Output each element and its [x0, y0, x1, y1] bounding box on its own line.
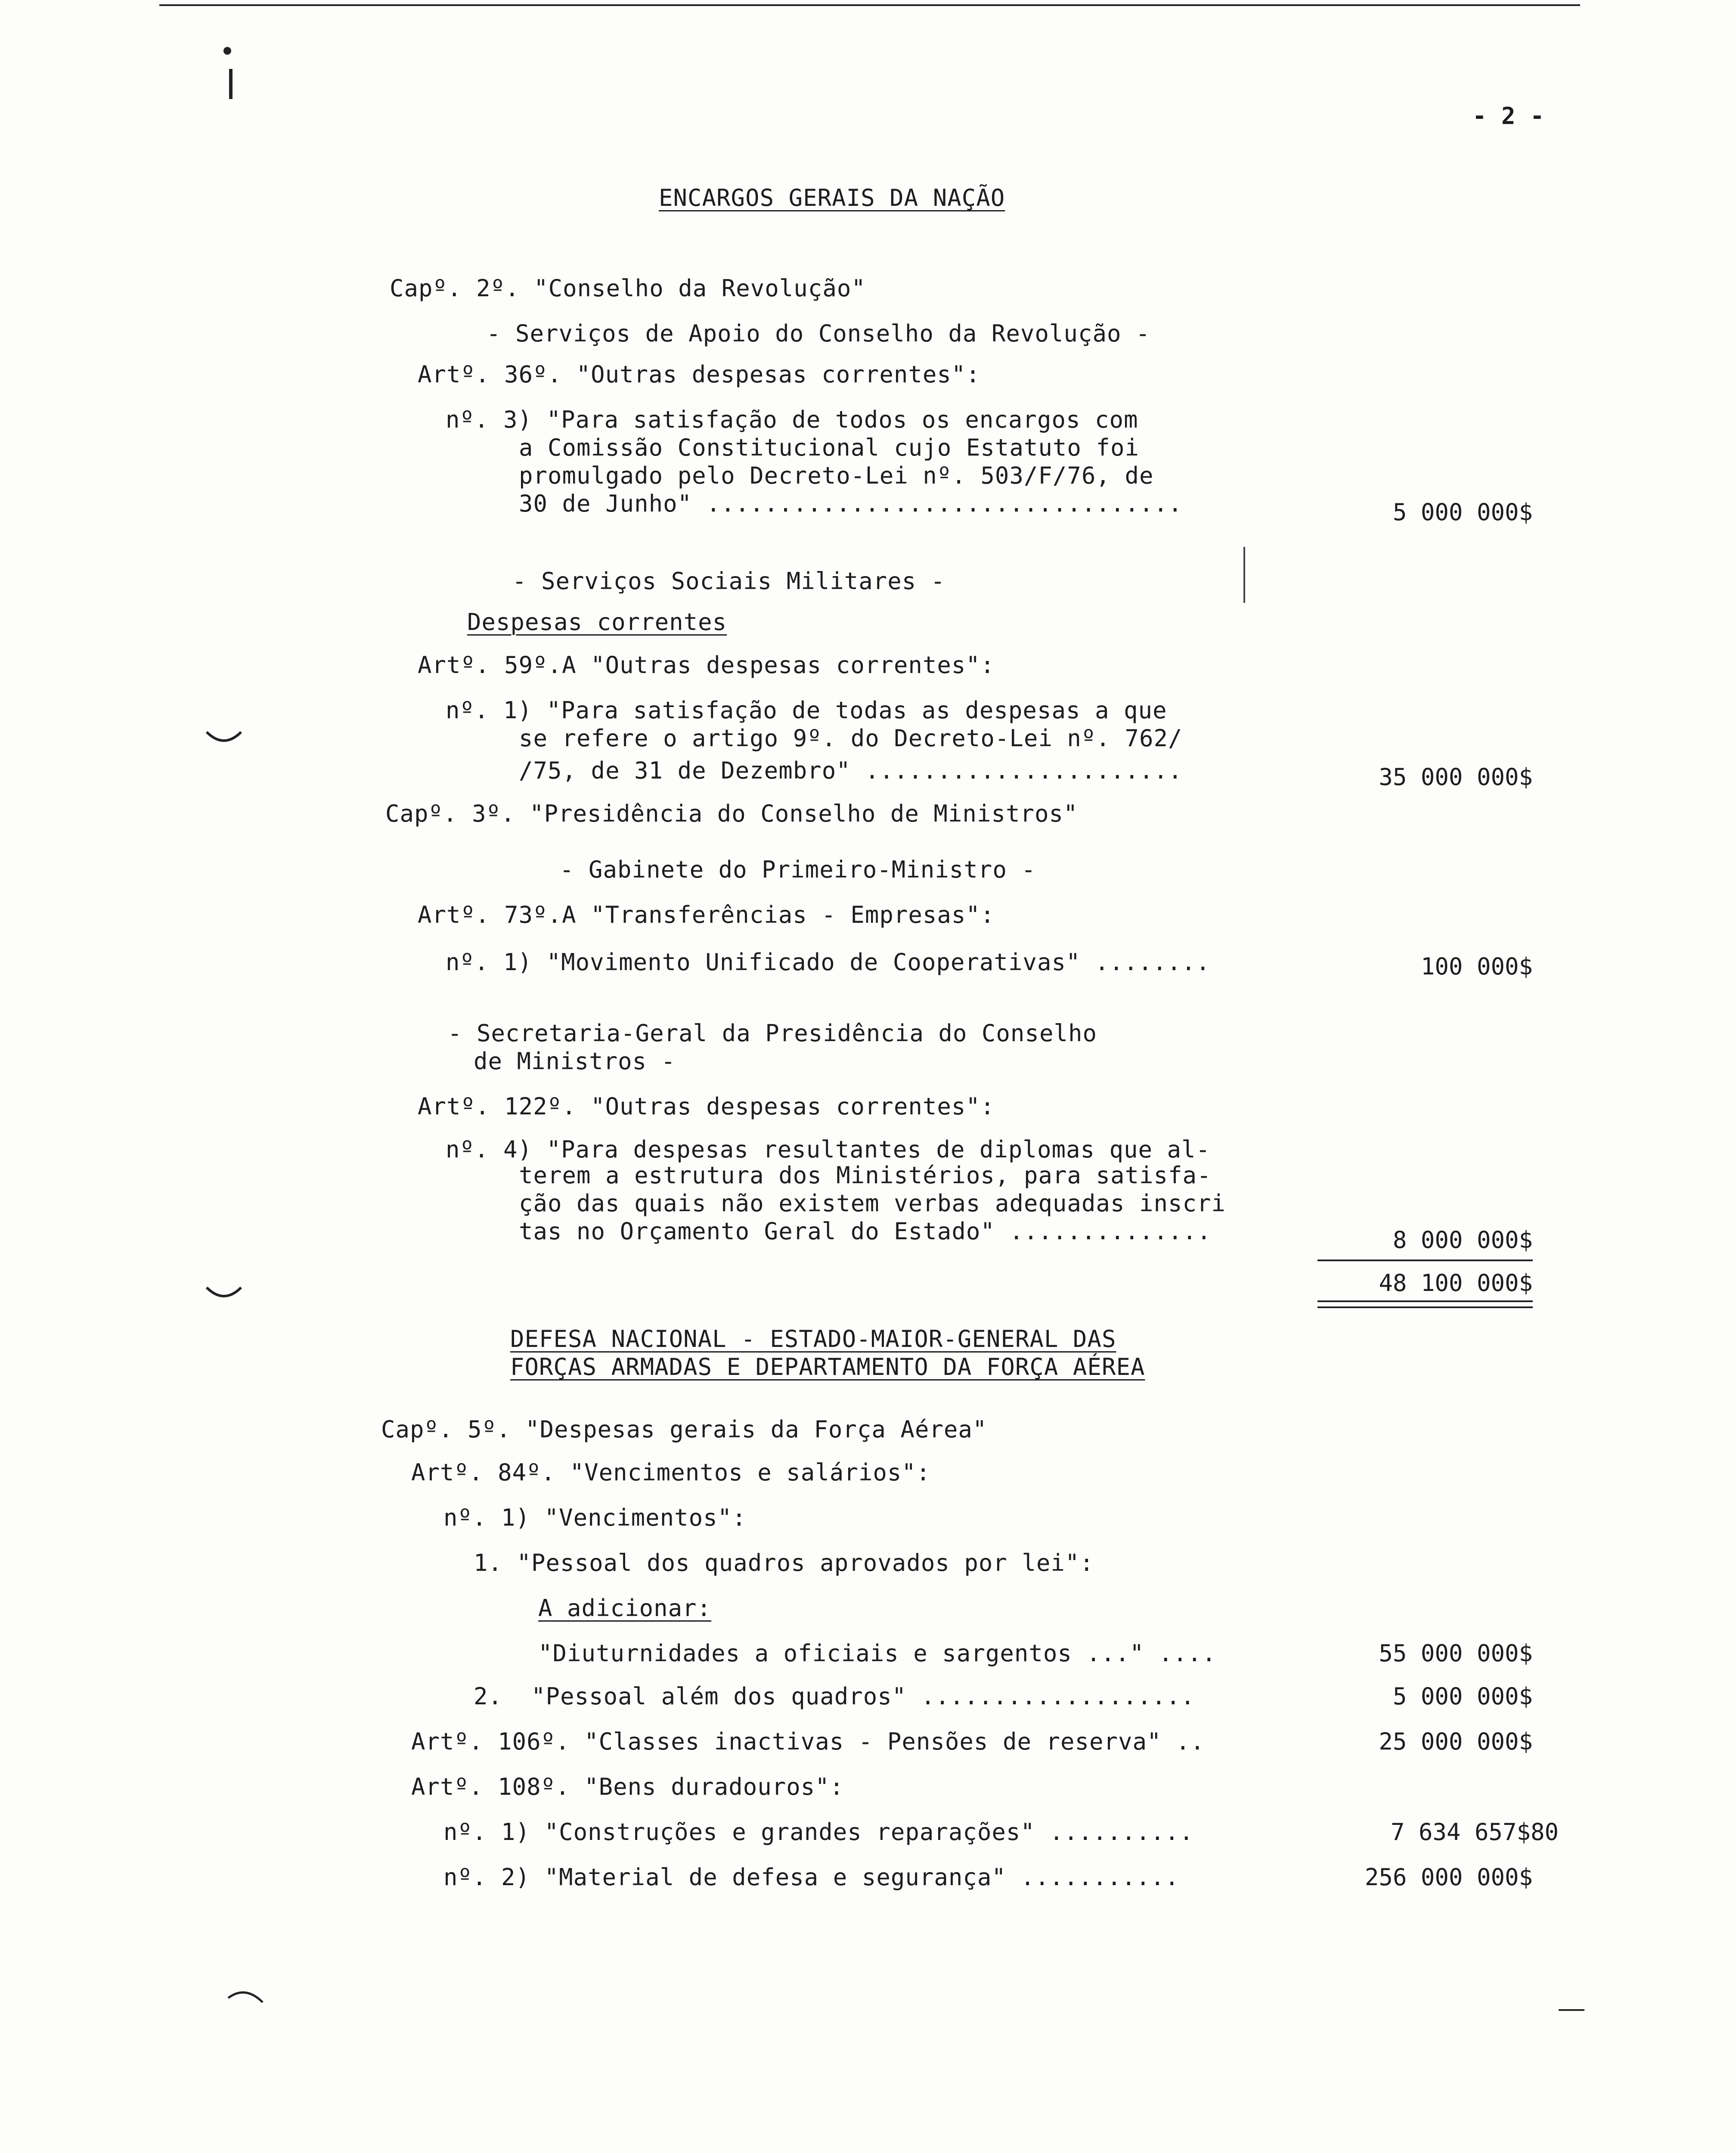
item-2d: nº. 2) "Material de defesa e segurança" ...........	[443, 1864, 1180, 1891]
item-3-line-1: nº. 3) "Para satisfação de todos os encargos com	[446, 406, 1138, 433]
secretaria-line-1: - Secretaria-Geral da Presidência do Conselho	[448, 1020, 1097, 1047]
chapter-2: Capº. 2º. "Conselho da Revolução"	[390, 275, 866, 302]
item-1b-amount: 100 000$	[1420, 953, 1533, 980]
item-1c: nº. 1) "Vencimentos":	[443, 1504, 747, 1531]
item-3-line-3: promulgado pelo Decreto-Lei nº. 503/F/76, de	[519, 462, 1154, 489]
pessoal-quadros: 1. "Pessoal dos quadros aprovados por lei":	[474, 1549, 1094, 1576]
article-108: Artº. 108º. "Bens duradouros":	[411, 1773, 844, 1800]
defesa-heading-line-1: DEFESA NACIONAL - ESTADO-MAIOR-GENERAL DAS	[510, 1325, 1116, 1353]
item-4-line-1: nº. 4) "Para despesas resultantes de diplomas que al-	[446, 1136, 1211, 1163]
subtotal-rule	[1318, 1260, 1533, 1261]
article-106-amount: 25 000 000$	[1379, 1728, 1533, 1755]
item-2d-amount: 256 000 000$	[1364, 1864, 1533, 1891]
a-adicionar: A adicionar:	[538, 1595, 712, 1622]
item-4-amount: 8 000 000$	[1392, 1226, 1533, 1253]
item-1d: nº. 1) "Construções e grandes reparações" ..........	[443, 1818, 1194, 1846]
item-4-line-4: tas no Orçamento Geral do Estado" ..............	[519, 1218, 1212, 1245]
item-1-line-3: /75, de 31 de Dezembro" ......................	[519, 757, 1183, 784]
item-1b: nº. 1) "Movimento Unificado de Cooperativas" ........	[446, 949, 1211, 976]
item-3-line-4: 30 de Junho" .................................	[519, 490, 1183, 517]
item-1-line-2: se refere o artigo 9º. do Decreto-Lei nº. 762/	[519, 725, 1183, 752]
diuturnidades: "Diuturnidades a oficiais e sargentos ..." ....	[538, 1640, 1217, 1667]
item-1d-amount: 7 634 657$80	[1390, 1818, 1559, 1846]
article-36: Artº. 36º. "Outras despesas correntes":	[418, 361, 980, 388]
total-double-rule	[1318, 1300, 1533, 1302]
servicos-militares: - Serviços Sociais Militares -	[512, 568, 946, 595]
total-amount: 48 100 000$	[1379, 1269, 1533, 1297]
secretaria-line-2: de Ministros -	[474, 1048, 676, 1075]
gabinete-pm: - Gabinete do Primeiro-Ministro -	[560, 856, 1036, 883]
chapter-3: Capº. 3º. "Presidência do Conselho de Ministros"	[385, 800, 1078, 827]
article-59a: Artº. 59º.A "Outras despesas correntes":	[418, 651, 995, 679]
item-4-line-3: ção das quais não existem verbas adequadas inscri	[519, 1190, 1226, 1217]
pessoal-alem-amount: 5 000 000$	[1392, 1683, 1533, 1710]
item-3-line-2: a Comissão Constitucional cujo Estatuto foi	[519, 434, 1139, 461]
defesa-heading-line-2: FORÇAS ARMADAS E DEPARTAMENTO DA FORÇA AÉREA	[510, 1353, 1145, 1381]
article-122: Artº. 122º. "Outras despesas correntes":	[418, 1093, 995, 1120]
item-1-line-1: nº. 1) "Para satisfação de todas as despesas a que	[446, 697, 1167, 724]
chapter-5: Capº. 5º. "Despesas gerais da Força Aérea"	[381, 1416, 987, 1443]
item-4-line-2: terem a estrutura dos Ministérios, para satisfa-	[519, 1162, 1212, 1189]
item-3-amount: 5 000 000$	[1392, 499, 1533, 526]
pessoal-alem: 2. "Pessoal além dos quadros" ...................	[474, 1683, 1195, 1710]
article-106: Artº. 106º. "Classes inactivas - Pensões de reserva" ..	[411, 1728, 1205, 1755]
article-84: Artº. 84º. "Vencimentos e salários":	[411, 1459, 931, 1486]
page-number: - 2 -	[1472, 102, 1545, 130]
chapter-2-subtitle: - Serviços de Apoio do Conselho da Revolução -	[487, 320, 1150, 347]
despesas-correntes-heading: Despesas correntes	[467, 608, 727, 636]
diuturnidades-amount: 55 000 000$	[1379, 1640, 1533, 1667]
item-1-amount: 35 000 000$	[1379, 763, 1533, 791]
article-73a: Artº. 73º.A "Transferências - Empresas":	[418, 901, 995, 928]
total-double-rule-2	[1318, 1306, 1533, 1308]
section-heading: ENCARGOS GERAIS DA NAÇÃO	[659, 184, 1005, 211]
